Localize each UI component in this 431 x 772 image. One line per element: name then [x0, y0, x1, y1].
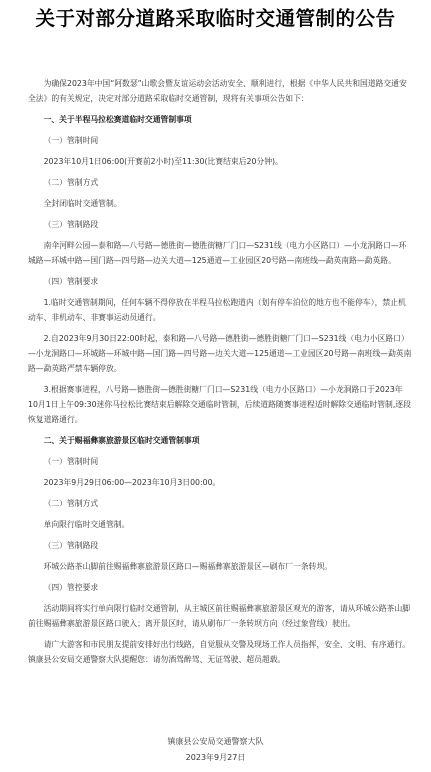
notice-body: [28, 76, 412, 667]
section1-req-1: 1.临时交通管制期间，任何车辆不得停放在半程马拉松跑道内（划有停车泊位的地方也不能停车），禁止机动车、非机动车、非赛事运动员通行。: [28, 298, 406, 322]
section1-time-text: 2023年10月1日06:00(开赛前2小时)至11:30(比赛结束后20分钟)。: [43, 157, 283, 166]
section2-method-label: （二）管制方式: [43, 499, 99, 508]
closing-paragraph: 请广大游客和市民朋友提前安排好出行线路，自觉服从交警及现场工作人员指挥，安全、文明、有序通行。镇康县公安局交通警察大队提醒您：请勿酒驾醉驾、无证驾驶、超员超载。: [28, 640, 411, 664]
section1-road-label: （三）管制路段: [43, 220, 99, 229]
section2-road-label: （三）管制路段: [43, 541, 99, 550]
section1-req-label: （四）管制要求: [43, 277, 99, 286]
section1-method-label: （二）管制方式: [43, 178, 99, 187]
section2-req-label: （四）管控要求: [43, 583, 99, 592]
intro-paragraph: 为确保2023年中国“阿数瑟”山歌会暨友谊运动会活动安全、顺利进行，根据《中华人民共和国道路交通安全法》的有关规定，决定对部分道路采取临时交通管制，现将有关事项公告如下：: [28, 79, 407, 103]
section2-time-label: （一）管制时间: [43, 457, 99, 466]
section1-heading: 一、关于半程马拉松赛道临时交通管制事项: [43, 115, 192, 124]
section2-heading: 二、关于赐福彝寨旅游景区临时交通管制事项: [43, 436, 200, 445]
section1-road-text: 南伞河畔公园—泰和路—八号路—德胜街—德胜街糖厂门口—S231线（电力小区路口）—小龙洞路口—环城路—环城中路—国门路—四号路—边关大道—125通道—工业园区20号路—南班线—勐英南路—勐英路。: [28, 241, 407, 265]
signature-date: 2023年9月27日: [185, 753, 246, 762]
section2-req-text: 活动期间将实行单向限行临时交通管制，从主城区前往赐福彝寨旅游景区观光的游客，请从环城公路茶山脚前往赐福彝寨旅游景区路口驶入；离开景区时，请从刷布厂一条转坝方向（经过象营线）驶出。: [28, 604, 411, 628]
section1-req-2: 2.自2023年9月30日22:00时起，泰和路—八号路—德胜街—德胜街糖厂门口—S231线（电力小区路口）—小龙洞路口—环城路—环城中路—国门路—四号路—边关大道—125通道—工业园区20号路—南班线—勐英南路—勐英路严禁车辆停放。: [28, 334, 412, 373]
signature-org: 镇康县公安局交通警察大队: [167, 737, 264, 746]
page-title: 关于对部分道路采取临时交通管制的公告: [35, 7, 396, 30]
section2-time-text: 2023年9月29日06:00—2023年10月3日00:00。: [43, 478, 221, 487]
section1-time-label: （一）管制时间: [43, 136, 99, 145]
section1-method-text: 全封闭临时交通管制。: [43, 199, 122, 208]
section2-method-text: 单向限行临时交通管制。: [43, 520, 130, 529]
section2-road-text: 环城公路茶山脚前往赐福彝寨旅游景区路口—赐福彝寨旅游景区—刷布厂一条转坝。: [43, 562, 333, 571]
section1-req-3: 3.根据赛事进程，八号路—德胜街—德胜街糖厂门口—S231线（电力小区路口）—小龙洞路口于2023年10月1日上午09:30迷你马拉松比赛结束后解除交通临时管制，后续道路随赛事进程适时解除交通临时管制,逐段恢复道路通行。: [28, 385, 411, 424]
